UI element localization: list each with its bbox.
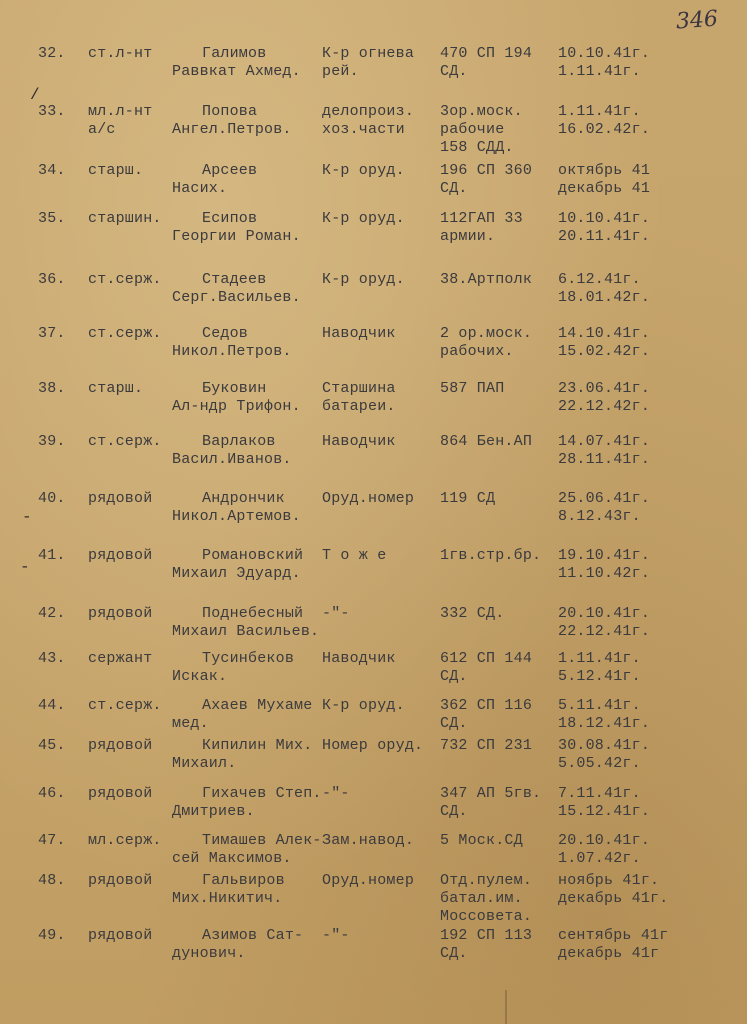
row-number: 46. [38,785,66,802]
rank: рядовой [88,605,153,622]
date-to: 1.11.41г. [558,63,641,80]
rank: ст.серж. [88,697,162,714]
unit: 332 СД. [440,605,505,622]
position: Наводчик [322,325,396,342]
list-item [0,785,747,835]
unit-line3: Моссовета. [440,908,533,925]
rank: рядовой [88,547,153,564]
rank: ст.л-нт [88,45,153,62]
rank: ст.серж. [88,271,162,288]
position: Зам.навод. [322,832,415,849]
unit: 2 ор.моск. [440,325,533,342]
row-number: 36. [38,271,66,288]
name-line2: сей Максимов. [172,850,292,867]
name: Стадеев [202,271,267,288]
list-item [0,737,747,787]
ink-mark: / [30,86,40,104]
position: Оруд.номер [322,872,415,889]
unit-line2: батал.им. [440,890,523,907]
unit: 362 СП 116 [440,697,533,714]
date-to: 5.12.41г. [558,668,641,685]
position-line2: хоз.части [322,121,405,138]
row-number: 48. [38,872,66,889]
position: К-р оруд. [322,210,405,227]
name: Попова [202,103,258,120]
position-line2: рей. [322,63,359,80]
position: Старшина [322,380,396,397]
name-line2: дунович. [172,945,246,962]
row-number: 45. [38,737,66,754]
position: К-р оруд. [322,162,405,179]
position: -"- [322,785,350,802]
name-line2: Серг.Васильев. [172,289,301,306]
date-from: 10.10.41г. [558,45,651,62]
position: Оруд.номер [322,490,415,507]
date-from: 20.10.41г. [558,832,651,849]
name: Поднебесный [202,605,304,622]
unit-line2: СД. [440,803,468,820]
unit: 5 Моск.СД [440,832,523,849]
unit: 1гв.стр.бр. [440,547,542,564]
unit: 192 СП 113 [440,927,533,944]
date-to: декабрь 41г [558,945,660,962]
position: Наводчик [322,433,396,450]
unit: 864 Бен.АП [440,433,533,450]
row-number: 43. [38,650,66,667]
name-line2: Ал-ндр Трифон. [172,398,301,415]
unit: Отд.пулем. [440,872,533,889]
name: Буковин [202,380,267,397]
position: делопроиз. [322,103,415,120]
row-number: 38. [38,380,66,397]
unit-line2: армии. [440,228,496,245]
unit: 587 ПАП [440,380,505,397]
name-line2: Михаил Васильев. [172,623,320,640]
list-item [0,650,747,700]
date-to: 22.12.41г. [558,623,651,640]
name-line2: Михаил Эдуард. [172,565,301,582]
rank: рядовой [88,737,153,754]
list-item [0,547,747,597]
row-number: 42. [38,605,66,622]
list-item [0,162,747,212]
name: Романовский [202,547,304,564]
rank: ст.серж. [88,325,162,342]
unit: 347 АП 5гв. [440,785,542,802]
name: Гихачев Степ. [202,785,322,802]
date-from: 20.10.41г. [558,605,651,622]
row-number: 33. [38,103,66,120]
rank: ст.серж. [88,433,162,450]
unit-line2: СД. [440,715,468,732]
name-line2: Михаил. [172,755,237,772]
unit-line2: СД. [440,180,468,197]
rank: рядовой [88,927,153,944]
date-to: 22.12.42г. [558,398,651,415]
date-to: 15.12.41г. [558,803,651,820]
list-item [0,433,747,483]
unit-line2: СД. [440,668,468,685]
date-to: 16.02.42г. [558,121,651,138]
unit: 196 СП 360 [440,162,533,179]
name: Галимов [202,45,267,62]
row-number: 32. [38,45,66,62]
position: -"- [322,605,350,622]
rank-line2: а/с [88,121,116,138]
position: К-р огнева [322,45,415,62]
date-from: 25.06.41г. [558,490,651,507]
date-from: 6.12.41г. [558,271,641,288]
row-number: 47. [38,832,66,849]
row-number: 44. [38,697,66,714]
unit: 732 СП 231 [440,737,533,754]
name-line2: Раввкат Ахмед. [172,63,301,80]
date-to: 18.01.42г. [558,289,651,306]
ink-mark: - [20,558,30,576]
page-number: 346 [675,6,719,35]
name-line2: Искак. [172,668,228,685]
unit: 112ГАП 33 [440,210,523,227]
name: Андрончик [202,490,285,507]
position: К-р оруд. [322,271,405,288]
unit-line3: 158 СДД. [440,139,514,156]
position: Наводчик [322,650,396,667]
row-number: 34. [38,162,66,179]
unit: 38.Артполк [440,271,533,288]
position: К-р оруд. [322,697,405,714]
date-from: 23.06.41г. [558,380,651,397]
rank: старшин. [88,210,162,227]
rank: рядовой [88,785,153,802]
name-line2: Никол.Петров. [172,343,292,360]
date-to: 8.12.43г. [558,508,641,525]
row-number: 49. [38,927,66,944]
name-line2: Ангел.Петров. [172,121,292,138]
list-item [0,927,747,977]
date-to: 18.12.41г. [558,715,651,732]
date-from: 1.11.41г. [558,103,641,120]
name: Варлаков [202,433,276,450]
name: Есипов [202,210,258,227]
unit-line2: СД. [440,945,468,962]
unit-line2: рабочих. [440,343,514,360]
row-number: 39. [38,433,66,450]
position-line2: батареи. [322,398,396,415]
name: Азимов Сат- [202,927,304,944]
list-item [0,103,747,156]
date-from: 14.07.41г. [558,433,651,450]
rank: старш. [88,380,144,397]
list-item [0,325,747,375]
date-to: декабрь 41г. [558,890,669,907]
name-line2: Никол.Артемов. [172,508,301,525]
date-to: 20.11.41г. [558,228,651,245]
row-number: 41. [38,547,66,564]
list-item [0,605,747,655]
unit: 470 СП 194 [440,45,533,62]
rank: сержант [88,650,153,667]
name: Кипилин Мих. [202,737,313,754]
list-item [0,271,747,321]
unit: 3ор.моск. [440,103,523,120]
name-line2: Мих.Никитич. [172,890,283,907]
date-from: сентябрь 41г [558,927,669,944]
date-to: 28.11.41г. [558,451,651,468]
name-line2: Георгии Роман. [172,228,301,245]
rank: рядовой [88,490,153,507]
list-item [0,380,747,430]
date-to: 5.05.42г. [558,755,641,772]
list-item [0,490,747,540]
paper-crease [505,990,507,1024]
date-to: декабрь 41 [558,180,651,197]
date-from: 5.11.41г. [558,697,641,714]
date-to: 15.02.42г. [558,343,651,360]
name: Арсеев [202,162,258,179]
row-number: 37. [38,325,66,342]
position: Номер оруд. [322,737,424,754]
name-line2: Васил.Иванов. [172,451,292,468]
unit: 612 СП 144 [440,650,533,667]
rank: старш. [88,162,144,179]
date-from: 1.11.41г. [558,650,641,667]
list-item [0,872,747,925]
date-from: октябрь 41 [558,162,651,179]
position: Т о ж е [322,547,387,564]
row-number: 40. [38,490,66,507]
list-item [0,45,747,95]
rank: мл.л-нт [88,103,153,120]
row-number: 35. [38,210,66,227]
date-to: 1.07.42г. [558,850,641,867]
name: Тусинбеков [202,650,295,667]
unit-line2: рабочие [440,121,505,138]
name: Гальвиров [202,872,285,889]
name: Ахаев Мухаме [202,697,313,714]
date-from: 19.10.41г. [558,547,651,564]
position: -"- [322,927,350,944]
list-item [0,210,747,260]
date-from: 10.10.41г. [558,210,651,227]
name-line2: Дмитриев. [172,803,255,820]
rank: рядовой [88,872,153,889]
unit: 119 СД [440,490,496,507]
rank: мл.серж. [88,832,162,849]
date-from: 7.11.41г. [558,785,641,802]
name: Тимашев Алек- [202,832,322,849]
name-line2: мед. [172,715,209,732]
date-from: 30.08.41г. [558,737,651,754]
date-from: ноябрь 41г. [558,872,660,889]
date-to: 11.10.42г. [558,565,651,582]
ink-mark: - [22,508,32,526]
date-from: 14.10.41г. [558,325,651,342]
name: Седов [202,325,249,342]
name-line2: Насих. [172,180,228,197]
unit-line2: СД. [440,63,468,80]
